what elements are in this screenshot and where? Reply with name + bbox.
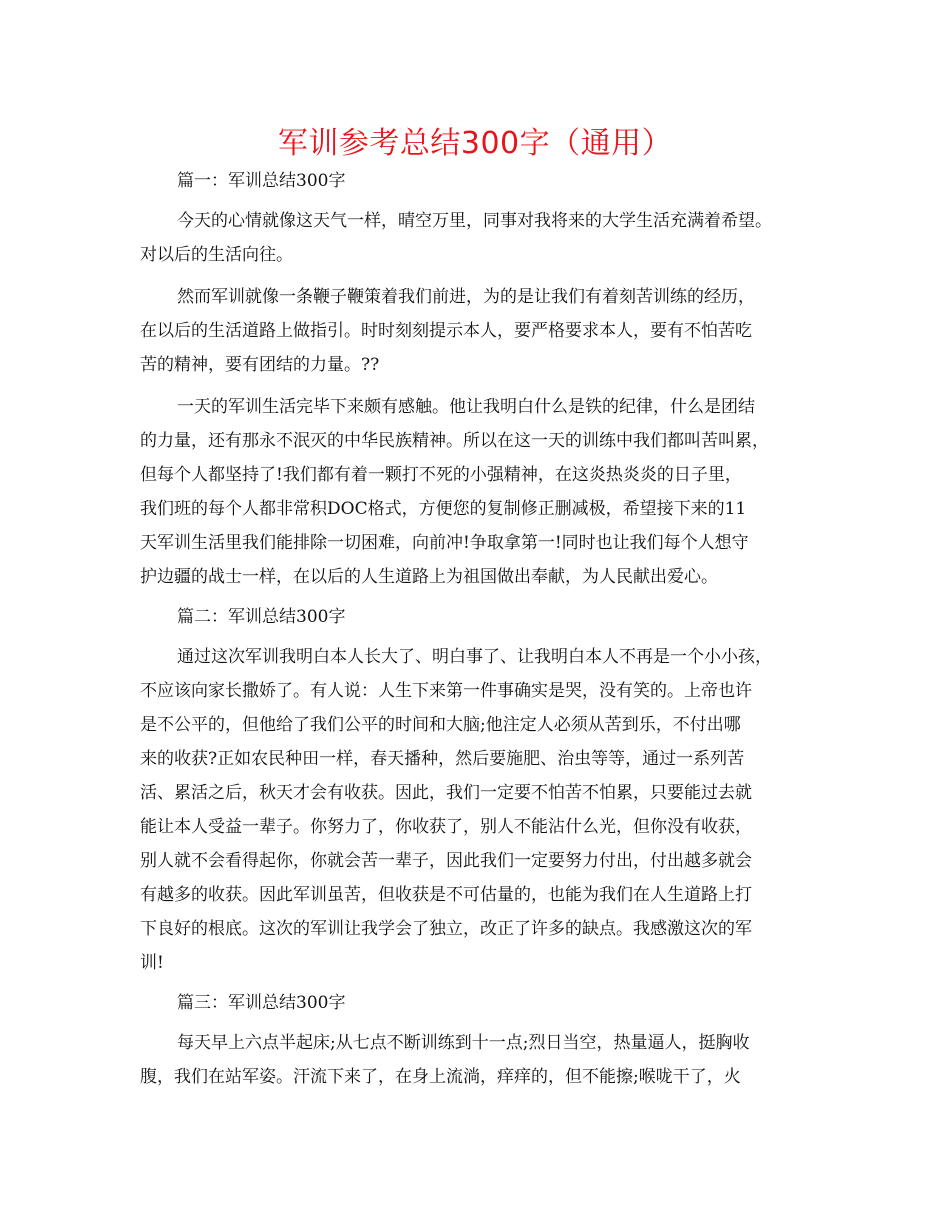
paragraph-line: 不应该向家长撒娇了。有人说：人生下来第一件事确实是哭，没有笑的。上帝也许: [140, 681, 752, 701]
paragraph-line: 活、累活之后，秋天才会有收获。因此，我们一定要不怕苦不怕累，只要能过去就: [140, 783, 752, 803]
paragraph: [140, 204, 820, 272]
paragraph-line: 来的收获?正如农民种田一样，春天播种，然后要施肥、治虫等等，通过一系列苦: [140, 749, 745, 769]
paragraph-line: 通过这次军训我明白本人长大了、明白事了、让我明白本人不再是一个小小孩，: [177, 647, 772, 667]
paragraph-line: 今天的心情就像这天气一样，晴空万里，同事对我将来的大学生活充满着希望。: [177, 211, 772, 231]
paragraph-line: 是不公平的，但他给了我们公平的时间和大脑;他注定人必须从苦到乐，不付出哪: [140, 715, 741, 735]
paragraph-line: 天军训生活里我们能排除一切困难，向前冲!争取拿第一!同时也让我们每个人想守: [140, 533, 749, 553]
paragraph-line: 对以后的生活向往。: [140, 245, 293, 265]
paragraph-line: 的力量，还有那永不泯灭的中华民族精神。所以在这一天的训练中我们都叫苦叫累，: [140, 431, 769, 451]
paragraph-line: 有越多的收获。因此军训虽苦，但收获是不可估量的，也能为我们在人生道路上打: [140, 885, 752, 905]
paragraph-line: 我们班的每个人都非常积DOC格式，方便您的复制修正删减极，希望接下来的11: [140, 499, 747, 519]
section-heading: 篇二：军训总结300字: [177, 607, 346, 627]
paragraph-line: 苦的精神，要有团结的力量。??: [140, 355, 380, 375]
paragraph-line: 别人就不会看得起你，你就会苦一辈子，因此我们一定要努力付出，付出越多就会: [140, 851, 752, 871]
paragraph-line: 下良好的根底。这次的军训让我学会了独立，改正了许多的缺点。我感激这次的军: [140, 919, 752, 939]
paragraph-line: 腹，我们在站军姿。汗流下来了，在身上流淌，痒痒的，但不能擦;喉咙干了，火: [140, 1067, 741, 1087]
document-title: 军训参考总结300字（通用）: [277, 126, 673, 161]
paragraph: [140, 280, 820, 382]
paragraph-line: 在以后的生活道路上做指引。时时刻刻提示本人，要严格要求本人，要有不怕苦吃: [140, 321, 752, 341]
section-heading: 篇三：军训总结300字: [177, 993, 346, 1013]
paragraph-line: 然而军训就像一条鞭子鞭策着我们前进，为的是让我们有着刻苦训练的经历，: [177, 287, 755, 307]
paragraph-line: 一天的军训生活完毕下来颇有感触。他让我明白什么是铁的纪律，什么是团结: [177, 397, 755, 417]
document-body: [140, 166, 820, 1102]
paragraph: [140, 640, 820, 980]
paragraph-line: 每天早上六点半起床;从七点不断训练到十一点;烈日当空，热量逼人，挺胸收: [177, 1033, 750, 1053]
paragraph-line: 训!: [140, 953, 164, 973]
paragraph-line: 护边疆的战士一样，在以后的人生道路上为祖国做出奉献，为人民献出爱心。: [140, 567, 718, 587]
paragraph: [140, 390, 820, 594]
paragraph-line: 能让本人受益一辈子。你努力了，你收获了，别人不能沾什么光，但你没有收获，: [140, 817, 752, 837]
paragraph: [140, 1026, 820, 1094]
section-heading: 篇一：军训总结300字: [177, 171, 346, 191]
paragraph-line: 但每个人都坚持了!我们都有着一颗打不死的小强精神，在这炎热炎炎的日子里，: [140, 465, 742, 485]
